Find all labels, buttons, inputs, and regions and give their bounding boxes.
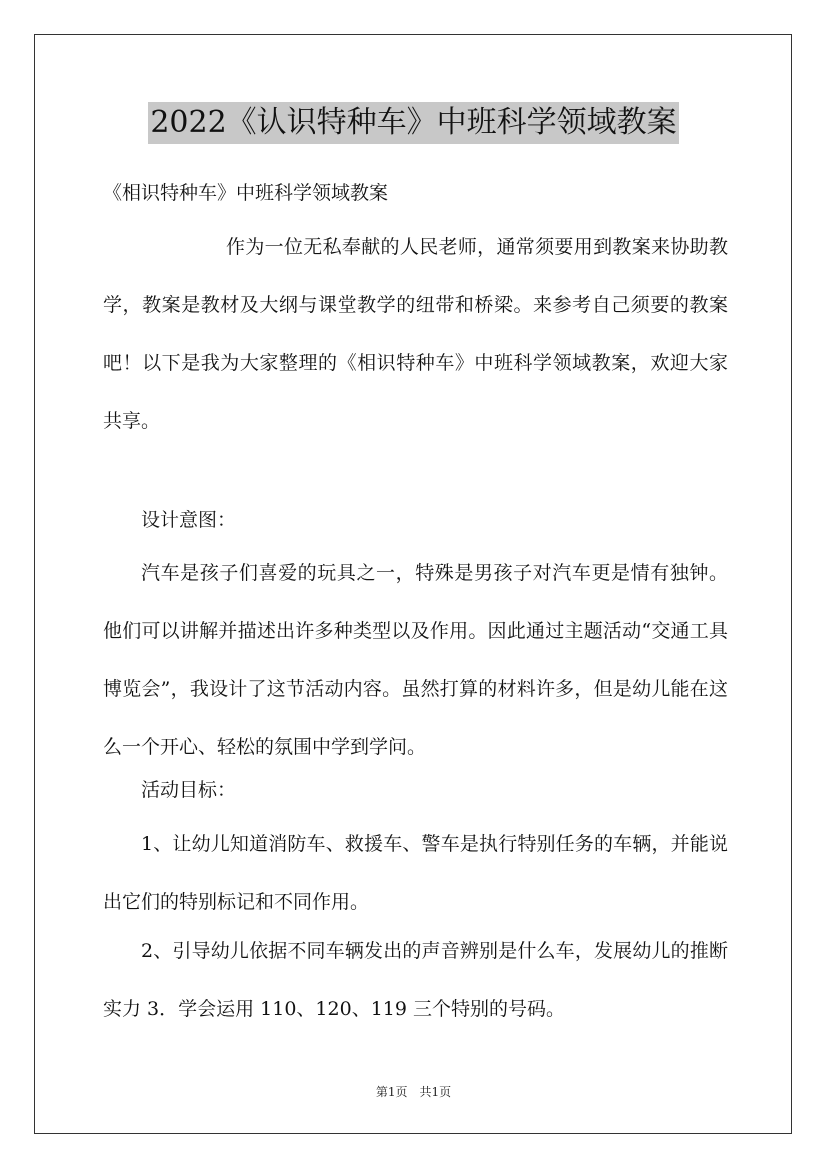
design-heading: 设计意图：	[141, 509, 237, 531]
page-footer: 第1页 共1页	[375, 1085, 452, 1099]
goal-item-1: 1、让幼儿知道消防车、救援车、警车是执行特别任务的车辆，并能说出它们的特别标记和不同作用。	[103, 833, 728, 913]
title-container	[0, 102, 827, 144]
intro-paragraph: 作为一位无私奉献的人民老师，通常须要用到教案来协助教学，教案是教材及大纲与课堂教学的纽带和桥梁。来参考自己须要的教案吧！以下是我为大家整理的《相识特种车》中班科学领域教案，欢迎大家共享。	[103, 236, 728, 432]
document-title: 2022《认识特种车》中班科学领域教案	[148, 102, 678, 144]
goal-heading: 活动目标：	[141, 779, 237, 801]
goal-item-2: 2、引导幼儿依据不同车辆发出的声音辨别是什么车，发展幼儿的推断实力 3．学会运用 110、120、119 三个特别的号码。	[103, 940, 728, 1020]
document-subtitle: 《相识特种车》中班科学领域教案	[103, 182, 389, 204]
design-paragraph: 汽车是孩子们喜爱的玩具之一，特殊是男孩子对汽车更是情有独钟。他们可以讲解并描述出许多种类型以及作用。因此通过主题活动“交通工具博览会”，我设计了这节活动内容。虽然打算的材料许多，但是幼儿能在这么一个开心、轻松的氛围中学到学问。	[103, 562, 728, 758]
